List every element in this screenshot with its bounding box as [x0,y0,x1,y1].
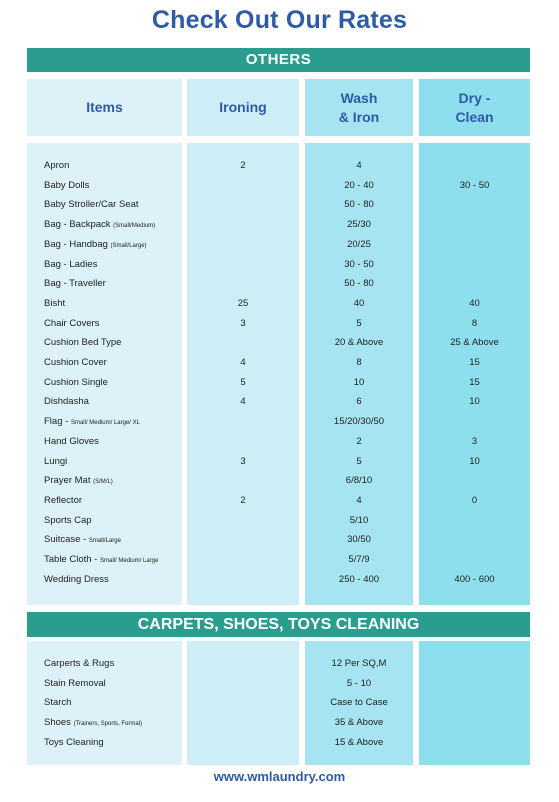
dry-clean-price: 15 [469,376,480,388]
item-name: Lungi [44,455,68,467]
item-size-note: Small/ Medium/ Large/ XL [70,420,140,427]
column-header-dry-clean: Dry - Clean [419,79,530,136]
item-name: Hand Gloves [44,435,99,447]
table-row [0,432,559,452]
table-row [0,511,559,531]
table-row [0,654,559,674]
website-link[interactable]: www.wmlaundry.com [213,769,346,784]
table-row [0,235,559,255]
column-header-wash-iron: Wash & Iron [305,79,413,136]
table-row [0,255,559,275]
item-name: Cushion Cover [44,357,107,368]
item-name: Bag - Traveller [44,278,106,290]
wash-iron-price: 6/8/10 [345,475,373,487]
ironing-price: 2 [240,160,246,171]
ironing-price: 5 [240,376,246,388]
ironing-price: 2 [240,494,246,506]
item-name: Reflector [44,494,83,506]
table-row [0,294,559,314]
item-name: Starch [44,697,72,709]
table-row [0,693,559,713]
wash-iron-price: 12 Per SQ,M [331,658,387,669]
table-row [0,195,559,215]
item-name: Cushion Single [44,376,108,388]
wash-iron-price: 50 - 80 [344,278,374,290]
dry-clean-price: 8 [471,317,478,329]
wash-iron-price: 15 & Above [334,736,384,748]
section-heading-others: OTHERS [27,48,530,72]
item-name: Carperts & Rugs [44,658,115,669]
dry-clean-price: 40 [469,297,480,309]
table-row [0,550,559,570]
dry-clean-price: 10 [469,396,480,408]
item-name: Prayer Mat (S/M/L) [44,475,113,487]
item-name: Table Cloth - Small/ Medium/ Large [44,554,159,565]
item-name: Bag - Backpack (Small/Medium) [44,219,156,231]
table-row [0,176,559,196]
table-row [0,412,559,432]
item-name: Shoes (Trainers, Sports, Formal) [44,717,143,729]
table-row [0,674,559,694]
item-name: Toys Cleaning [44,736,104,748]
wash-iron-price: 25/30 [347,219,371,231]
item-size-note: Small/Large [88,538,121,545]
item-name: Baby Stroller/Car Seat [44,199,139,211]
item-name: Cushion Bed Type [44,337,122,349]
wash-iron-price: 5/7/9 [348,554,370,565]
dry-clean-price: 10 [469,455,480,467]
dry-clean-price: 400 - 600 [454,573,495,585]
table-row [0,156,559,176]
item-name: Suitcase - Small/Large [44,534,121,546]
wash-iron-price: Case to Case [330,697,388,709]
wash-iron-price: 5 - 10 [346,677,372,689]
item-name: Bag - Ladies [44,258,98,270]
wash-iron-price: 20 & Above [334,337,384,349]
wash-iron-price: 40 [353,297,365,309]
wash-iron-price: 35 & Above [334,717,384,729]
dry-clean-price: 15 [469,357,480,368]
table-row [0,471,559,491]
table-row [0,314,559,334]
wash-iron-price: 20/25 [347,238,371,250]
ironing-price: 3 [240,317,246,329]
item-size-note: (Trainers, Sports, Formal) [73,721,143,728]
wash-iron-price: 30/50 [347,534,371,546]
item-size-note: (S/M/L) [93,479,113,486]
table-row [0,452,559,472]
item-name: Sports Cap [44,514,92,526]
item-size-note: (Small/Large) [110,242,147,249]
wash-iron-price: 4 [356,494,362,506]
ironing-price: 3 [240,455,246,467]
wash-iron-price: 15/20/30/50 [333,416,385,428]
wash-iron-price: 5/10 [349,514,369,526]
section-heading-carpets: CARPETS, SHOES, TOYS CLEANING [27,612,530,637]
table-row [0,713,559,733]
column-header-ironing: Ironing [187,79,299,136]
item-name: Bag - Handbag (Small/Large) [44,238,147,250]
table-row [0,733,559,753]
table-row [0,215,559,235]
wash-iron-price: 2 [356,435,362,447]
dry-clean-price: 3 [471,435,478,447]
item-name: Apron [44,160,70,171]
ironing-price: 25 [237,297,249,309]
item-name: Stain Removal [44,677,106,689]
item-size-note: (Small/Medium) [113,223,156,230]
wash-iron-price: 4 [356,160,362,171]
item-name: Baby Dolls [44,179,90,191]
table-row [0,274,559,294]
ironing-price: 4 [240,357,246,368]
table-row [0,570,559,590]
wash-iron-price: 5 [356,455,362,467]
wash-iron-price: 10 [353,376,365,388]
table-row [0,373,559,393]
page-title: Check Out Our Rates [151,6,408,34]
item-name: Chair Covers [44,317,100,329]
wash-iron-price: 20 - 40 [344,179,374,191]
item-name: Flag - Small/ Medium/ Large/ XL [44,416,140,428]
wash-iron-price: 30 - 50 [344,258,374,270]
ironing-price: 4 [240,396,246,408]
wash-iron-price: 8 [356,357,362,368]
wash-iron-price: 50 - 80 [344,199,374,211]
table-row [0,530,559,550]
column-header-items: Items [27,79,182,136]
wash-iron-price: 250 - 400 [338,573,380,585]
item-name: Dishdasha [44,396,89,408]
table-row [0,333,559,353]
wash-iron-price: 6 [356,396,362,408]
item-name: Wedding Dress [44,573,109,585]
table-row [0,353,559,373]
dry-clean-price: 25 & Above [450,337,499,349]
dry-clean-price: 0 [471,494,478,506]
wash-iron-price: 5 [356,317,362,329]
dry-clean-price: 30 - 50 [459,179,490,191]
item-name: Bisht [44,297,66,309]
table-row [0,491,559,511]
table-row [0,392,559,412]
item-size-note: Small/ Medium/ Large [99,558,159,564]
